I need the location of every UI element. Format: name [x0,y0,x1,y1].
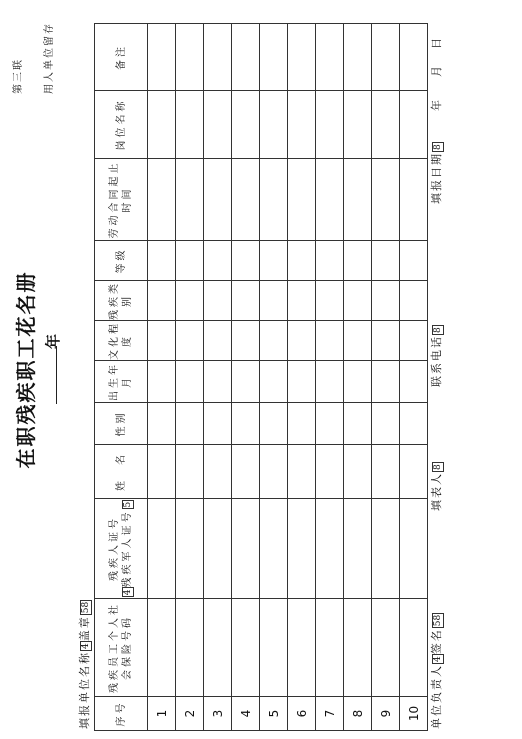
table-cell[interactable] [400,499,428,599]
table-cell[interactable] [316,24,344,91]
row-number: 3 [204,697,232,731]
col-edu: 文化程度 [95,321,148,361]
table-cell[interactable] [148,321,176,361]
table-cell[interactable] [260,91,288,159]
footer-date [428,142,444,204]
table-cell[interactable] [400,24,428,91]
date-label: 填报日期 [430,152,443,204]
table-cell[interactable] [204,499,232,599]
footer-leader [428,613,444,729]
table-cell[interactable] [344,281,372,321]
col-cert-c: 残疾军人证号 [121,509,133,588]
table-cell[interactable] [316,361,344,403]
footer-month: 月 [430,64,443,77]
table-cell[interactable] [260,361,288,403]
table-cell[interactable] [260,445,288,499]
table-cell[interactable] [232,24,260,91]
table-cell[interactable] [316,159,344,241]
col-cert-d: 5 [122,501,133,508]
table-cell[interactable] [288,159,316,241]
table-cell[interactable] [232,241,260,281]
leader-label: 单位负责人 [430,664,443,729]
table-cell[interactable] [148,361,176,403]
table-cell[interactable] [204,91,232,159]
table-cell[interactable] [232,445,260,499]
table-cell[interactable] [316,241,344,281]
table-cell[interactable] [148,24,176,91]
col-post: 岗位名称 [95,91,148,159]
fill-unit-end-box: 58 [81,601,91,614]
table-cell[interactable] [288,445,316,499]
table-cell[interactable] [260,403,288,445]
table-cell[interactable] [260,599,288,697]
table-row [232,24,260,731]
col-birth: 出生年月 [95,361,148,403]
table-cell[interactable] [148,445,176,499]
fill-unit-field [76,600,92,729]
header-row [95,24,148,731]
table-cell[interactable] [260,159,288,241]
copy-note-line-1: 第三联 [13,58,24,94]
date-box: 8 [433,144,443,150]
col-cert [95,499,148,599]
footer-phone [428,325,444,387]
table-cell[interactable] [288,91,316,159]
table-cell[interactable] [372,361,400,403]
table-cell[interactable] [204,24,232,91]
phone-label: 联系电话 [430,335,443,387]
table-cell[interactable] [400,321,428,361]
table-cell[interactable] [176,281,204,321]
table-cell[interactable] [232,361,260,403]
table-cell[interactable] [148,241,176,281]
table-cell[interactable] [372,599,400,697]
table-row [400,24,428,731]
table-cell[interactable] [372,321,400,361]
col-dtype: 残疾类别 [95,281,148,321]
col-cert-a: 残疾人证号 [108,516,120,581]
row-number: 5 [260,697,288,731]
table-cell[interactable] [344,361,372,403]
table-cell[interactable] [232,599,260,697]
col-name: 姓 名 [95,445,148,499]
table-cell[interactable] [372,241,400,281]
table-cell[interactable] [288,361,316,403]
footer-day: 日 [430,38,443,49]
year-label: 年 [44,333,62,349]
table-cell[interactable] [316,403,344,445]
table-cell[interactable] [316,91,344,159]
table-cell[interactable] [232,499,260,599]
col-gender: 性别 [95,403,148,445]
table-cell[interactable] [316,321,344,361]
table-cell[interactable] [372,281,400,321]
table-row [288,24,316,731]
table-cell[interactable] [344,445,372,499]
table-cell[interactable] [400,445,428,499]
table-cell[interactable] [400,281,428,321]
fill-unit-label: 填报单位名称 [78,651,91,729]
table-cell[interactable] [372,445,400,499]
table-cell[interactable] [148,159,176,241]
row-number: 8 [344,697,372,731]
year-underline [56,346,57,404]
table-cell[interactable] [260,281,288,321]
fill-unit-seal-box: 4 [81,643,91,649]
row-number: 7 [316,697,344,731]
table-cell[interactable] [288,281,316,321]
table-cell[interactable] [176,361,204,403]
table-cell[interactable] [400,403,428,445]
phone-box: 8 [433,327,443,333]
table-cell[interactable] [344,499,372,599]
table-cell[interactable] [316,499,344,599]
table-cell[interactable] [204,321,232,361]
table-cell[interactable] [204,159,232,241]
table-cell[interactable] [344,599,372,697]
footer-filler [428,462,444,511]
leader-box-2: 58 [433,614,443,627]
table-cell[interactable] [288,499,316,599]
table-cell[interactable] [288,403,316,445]
table-cell[interactable] [176,91,204,159]
table-cell[interactable] [260,321,288,361]
table-row [316,24,344,731]
table-row [344,24,372,731]
table-cell[interactable] [288,321,316,361]
table-cell[interactable] [204,281,232,321]
table-cell[interactable] [400,91,428,159]
filler-box: 8 [433,464,443,470]
table-cell[interactable] [204,599,232,697]
table-cell[interactable] [176,159,204,241]
table-cell[interactable] [260,241,288,281]
table-cell[interactable] [344,91,372,159]
row-number: 10 [400,697,428,731]
table-cell[interactable] [316,599,344,697]
fill-unit-mid: 盖章 [78,615,91,642]
table-row [204,24,232,731]
row-number: 2 [176,697,204,731]
table-cell[interactable] [148,91,176,159]
table-cell[interactable] [260,499,288,599]
table-cell[interactable] [372,24,400,91]
table-cell[interactable] [400,241,428,281]
table-cell[interactable] [316,281,344,321]
table-cell[interactable] [372,499,400,599]
table-row [260,24,288,731]
col-cert-b: 4 [122,589,133,596]
table-cell[interactable] [344,24,372,91]
table-cell[interactable] [400,599,428,697]
table-cell[interactable] [204,403,232,445]
table-cell[interactable] [344,403,372,445]
table-cell[interactable] [344,321,372,361]
table-cell[interactable] [372,159,400,241]
row-number: 9 [372,697,400,731]
table-cell[interactable] [260,24,288,91]
footer-year: 年 [430,98,443,111]
table-cell[interactable] [232,281,260,321]
table-cell[interactable] [148,599,176,697]
col-contract: 劳动合同起止时间 [95,159,148,241]
table-cell[interactable] [232,321,260,361]
table-cell[interactable] [148,403,176,445]
copy-note-line-2: 用人单位留存 [44,22,55,94]
table-row [372,24,400,731]
copy-note [12,22,56,94]
table-cell[interactable] [372,91,400,159]
table-cell[interactable] [232,91,260,159]
table-cell[interactable] [204,241,232,281]
table-body [148,24,428,731]
table-cell[interactable] [288,599,316,697]
table-row [176,24,204,731]
table-cell[interactable] [148,499,176,599]
table-cell[interactable] [344,159,372,241]
table-row [148,24,176,731]
table-cell[interactable] [176,241,204,281]
table-cell[interactable] [176,445,204,499]
table-cell[interactable] [176,321,204,361]
table-cell[interactable] [316,445,344,499]
table-cell[interactable] [176,403,204,445]
filler-label: 填表人 [430,472,443,511]
row-number: 4 [232,697,260,731]
table-cell[interactable] [344,241,372,281]
col-seq: 序号 [95,697,148,731]
leader-box-1: 4 [433,656,443,662]
table-cell[interactable] [176,499,204,599]
table-cell[interactable] [148,281,176,321]
row-number: 6 [288,697,316,731]
col-remark: 备注 [95,24,148,91]
col-ssn: 残疾员工个人社会保险号码 [95,599,148,697]
table-cell[interactable] [204,361,232,403]
table-cell[interactable] [288,241,316,281]
table-cell[interactable] [232,159,260,241]
col-grade: 等级 [95,241,148,281]
table-cell[interactable] [176,24,204,91]
table-cell[interactable] [176,599,204,697]
table-cell[interactable] [400,361,428,403]
table-cell[interactable] [204,445,232,499]
row-number: 1 [148,697,176,731]
roster-table [94,23,428,731]
leader-mid: 签名 [430,628,443,655]
table-cell[interactable] [232,403,260,445]
table-cell[interactable] [400,159,428,241]
table-cell[interactable] [372,403,400,445]
form-title: 在职残疾职工花名册 [14,270,38,469]
table-cell[interactable] [288,24,316,91]
